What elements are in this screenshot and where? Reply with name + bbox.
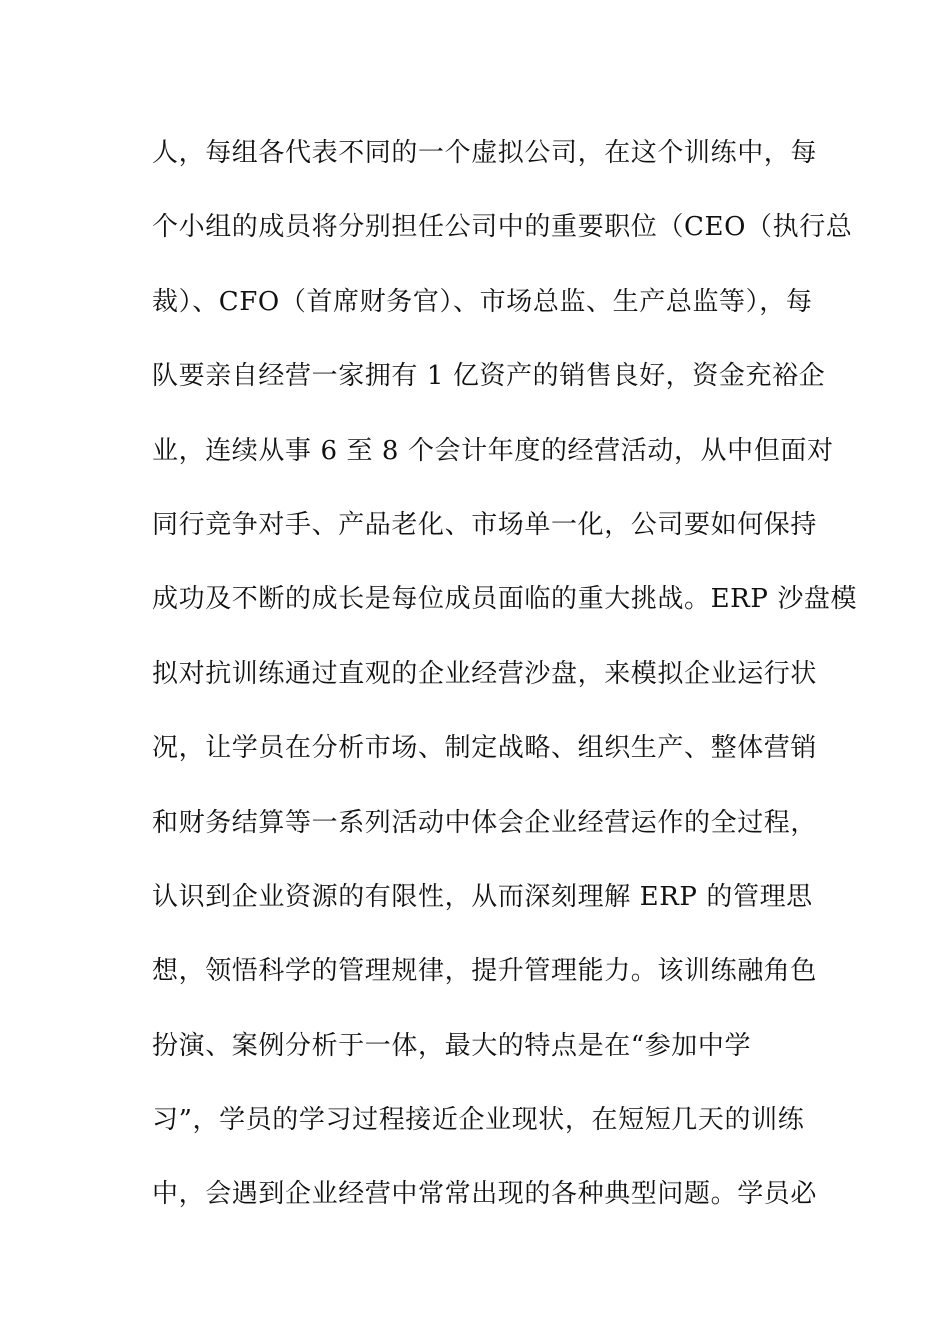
- text-line: 人，每组各代表不同的一个虚拟公司，在这个训练中，每: [152, 138, 818, 168]
- text-line: 同行竞争对手、产品老化、市场单一化，公司要如何保持: [152, 509, 818, 540]
- text-line: 拟对抗训练通过直观的企业经营沙盘，来模拟企业运行状: [152, 658, 818, 689]
- text-line: 成功及不断的成长是每位成员面临的重大挑战。ERP 沙盘模: [152, 584, 858, 615]
- text-line: 习”，学员的学习过程接近企业现状，在短短几天的训练: [152, 1105, 805, 1136]
- body-text: [152, 127, 858, 1243]
- text-line: 队要亲自经营一家拥有 1 亿资产的销售良好，资金充裕企: [152, 361, 826, 392]
- text-line: 况，让学员在分析市场、制定战略、组织生产、整体营销: [152, 733, 818, 764]
- text-line: 认识到企业资源的有限性，从而深刻理解 ERP 的管理思: [152, 881, 813, 912]
- text-line: 扮演、案例分析于一体，最大的特点是在“参加中学: [152, 1030, 752, 1061]
- text-line: 中，会遇到企业经营中常常出现的各种典型问题。学员必: [152, 1179, 818, 1210]
- text-line: 和财务结算等一系列活动中体会企业经营运作的全过程，: [152, 807, 818, 838]
- text-line: 想，领悟科学的管理规律，提升管理能力。该训练融角色: [152, 956, 818, 987]
- text-line: 个小组的成员将分别担任公司中的重要职位（CEO（执行总: [152, 212, 853, 243]
- text-line: 裁）、CFO（首席财务官）、市场总监、生产总监等），每: [152, 286, 813, 317]
- text-line: 业，连续从事 6 至 8 个会计年度的经营活动，从中但面对: [152, 435, 834, 466]
